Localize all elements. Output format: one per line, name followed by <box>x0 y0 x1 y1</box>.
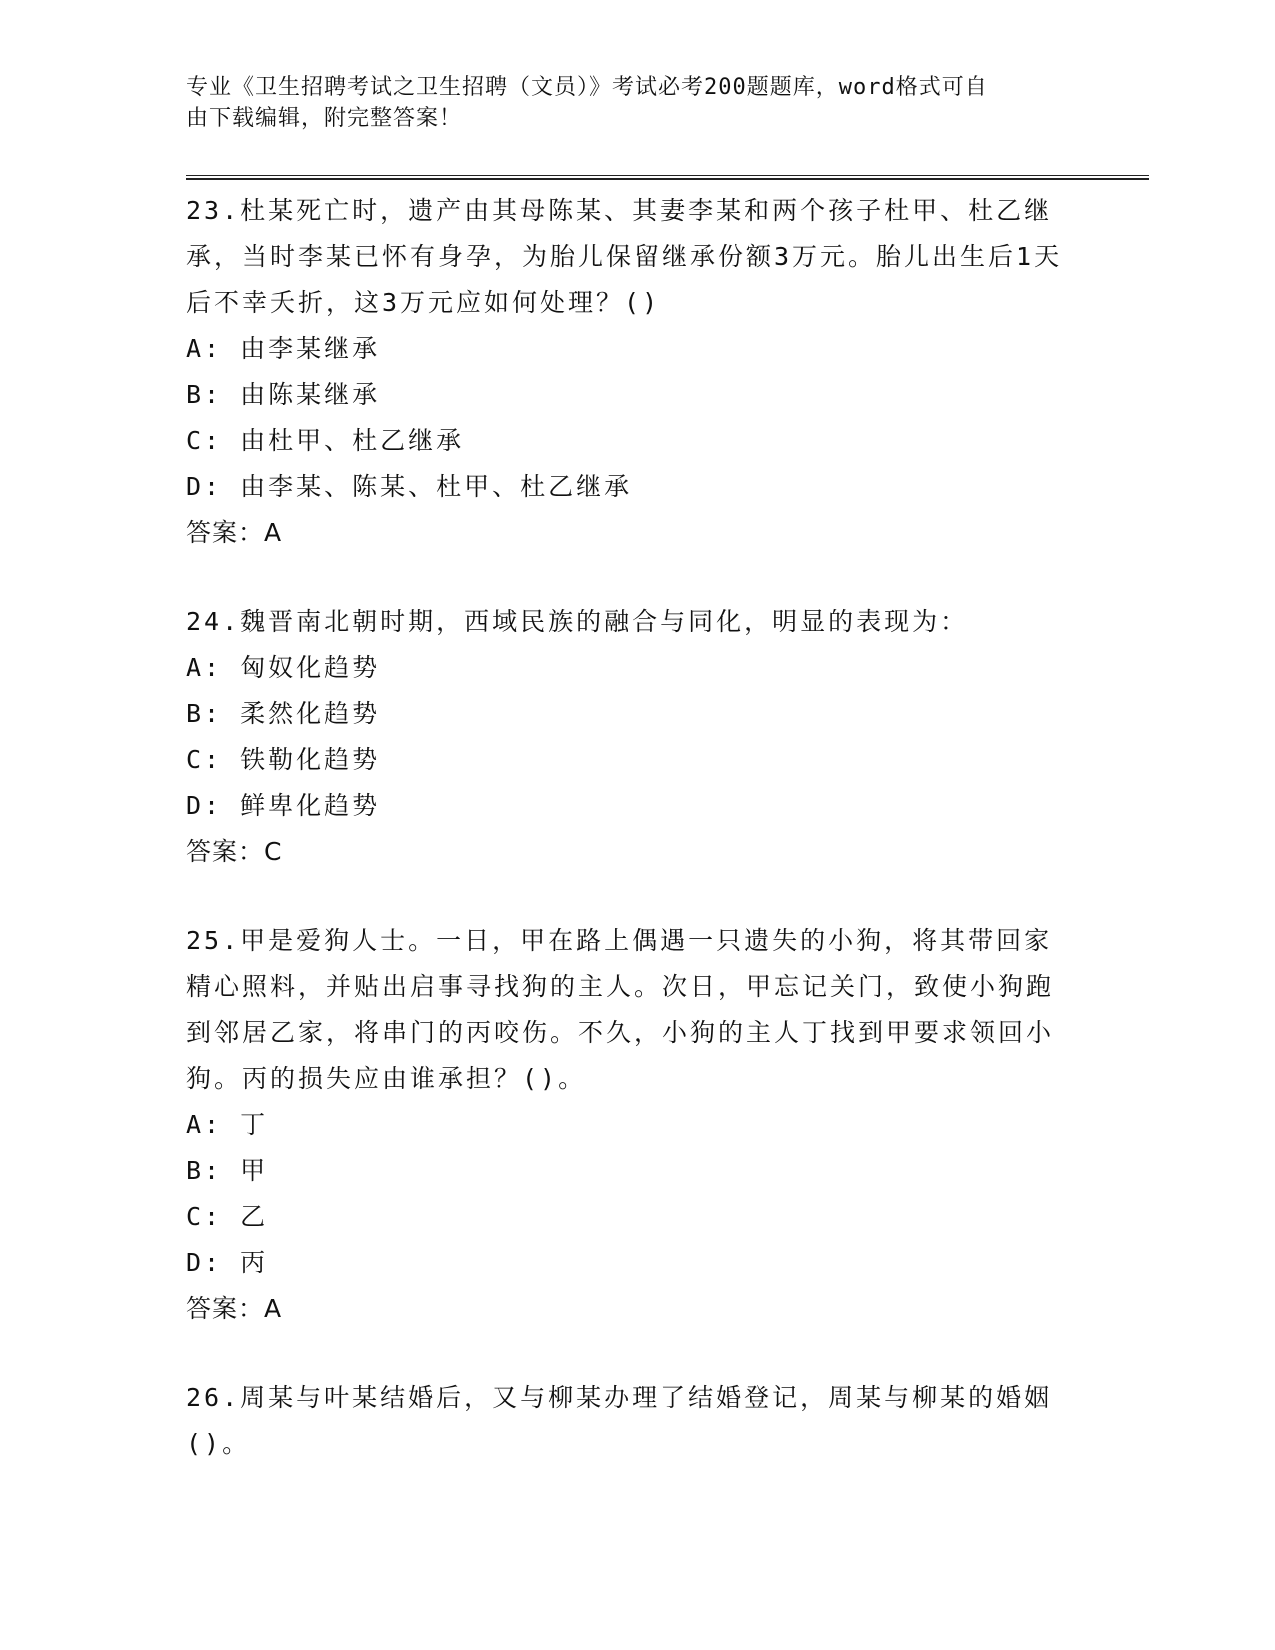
option-b: B: 由陈某继承 <box>186 380 381 409</box>
question-stem: 25.甲是爱狗人士。一日，甲在路上偶遇一只遗失的小狗，将其带回家精心照料，并贴出启事寻找狗的主人。次日，甲忘记关门，致使小狗跑到邻居乙家，将串门的丙咬伤。不久，小狗的主人丁找到甲要求领回小狗。丙的损失应由谁承担？()。 <box>186 926 1055 1093</box>
option-b: B: 甲 <box>186 1156 269 1185</box>
answer-label: 答案：C <box>186 837 283 866</box>
question-stem: 24.魏晋南北朝时期，西域民族的融合与同化，明显的表现为： <box>186 607 969 636</box>
question-stem: 26.周某与叶某结婚后，又与柳某办理了结婚登记，周某与柳某的婚姻()。 <box>186 1383 1053 1458</box>
option-d: D: 丙 <box>186 1248 269 1277</box>
option-d: D: 鲜卑化趋势 <box>186 791 381 820</box>
option-c: C: 铁勒化趋势 <box>186 745 381 774</box>
option-d: D: 由李某、陈某、杜甲、杜乙继承 <box>186 472 633 501</box>
answer-label: 答案：A <box>186 518 283 547</box>
question-25 <box>186 918 1066 1332</box>
question-26 <box>186 1375 1066 1467</box>
option-c: C: 乙 <box>186 1202 269 1231</box>
option-a: A: 匈奴化趋势 <box>186 653 381 682</box>
option-c: C: 由杜甲、杜乙继承 <box>186 426 465 455</box>
question-24 <box>186 599 1066 875</box>
question-stem: 23.杜某死亡时，遗产由其母陈某、其妻李某和两个孩子杜甲、杜乙继承，当时李某已怀有身孕，为胎儿保留继承份额3万元。胎儿出生后1天后不幸夭折，这3万元应如何处理？() <box>186 196 1063 317</box>
answer-label: 答案：A <box>186 1294 283 1323</box>
question-23 <box>186 188 1066 556</box>
header-title-line-1: 专业《卫生招聘考试之卫生招聘（文员）》考试必考200题题库，word格式可自 <box>186 75 988 100</box>
option-a: A: 丁 <box>186 1110 269 1139</box>
option-b: B: 柔然化趋势 <box>186 699 381 728</box>
header-title-line-2: 由下载编辑，附完整答案！ <box>186 106 463 131</box>
option-a: A: 由李某继承 <box>186 334 381 363</box>
header-divider <box>186 175 1149 180</box>
document-header <box>186 72 1086 134</box>
question-list <box>186 188 1066 1510</box>
